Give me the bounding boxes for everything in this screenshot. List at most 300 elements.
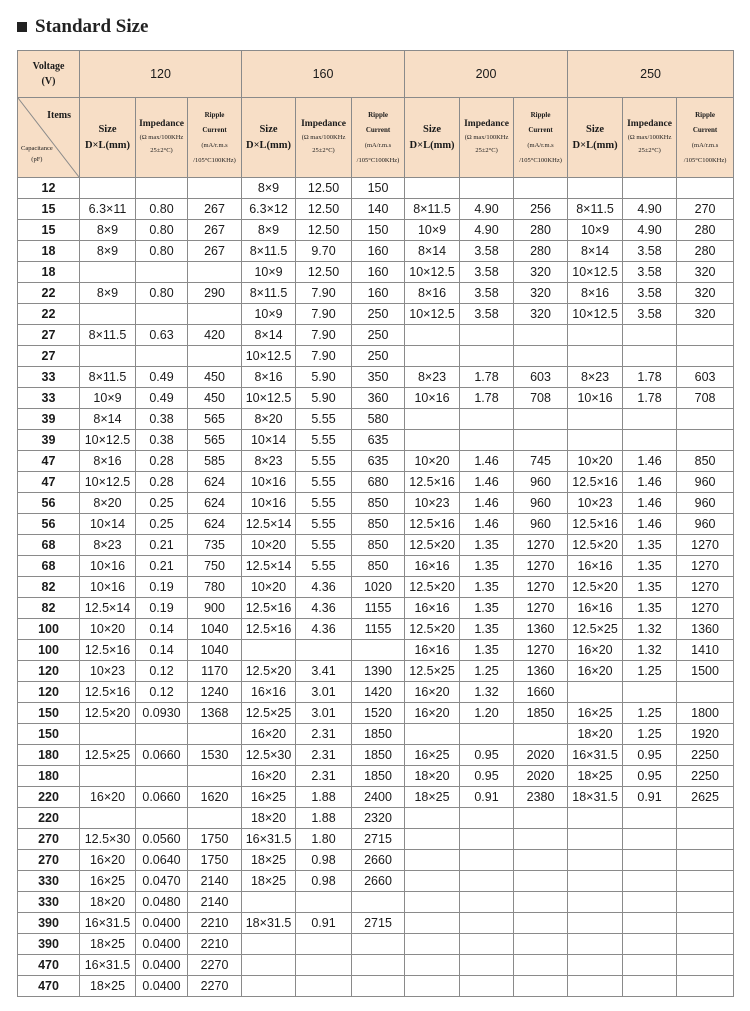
table-cell bbox=[80, 766, 136, 787]
table-cell bbox=[405, 955, 460, 976]
capacitance-cell: 390 bbox=[18, 934, 80, 955]
table-cell: 320 bbox=[514, 304, 568, 325]
table-cell: 12.5×30 bbox=[80, 829, 136, 850]
voltage-unit: (V) bbox=[41, 76, 56, 87]
table-row bbox=[18, 283, 734, 304]
ripple-header-line1: Ripple bbox=[204, 110, 225, 119]
table-cell: 10×20 bbox=[242, 577, 296, 598]
table-cell bbox=[242, 892, 296, 913]
impedance-header-line1: Impedance bbox=[464, 119, 509, 129]
table-cell: 420 bbox=[188, 325, 242, 346]
table-cell: 8×16 bbox=[405, 283, 460, 304]
table-cell bbox=[514, 850, 568, 871]
table-cell: 960 bbox=[514, 493, 568, 514]
table-cell bbox=[623, 346, 677, 367]
table-cell bbox=[514, 409, 568, 430]
table-cell: 1020 bbox=[352, 577, 405, 598]
table-cell: 1270 bbox=[514, 640, 568, 661]
table-cell bbox=[242, 976, 296, 997]
impedance-header bbox=[136, 98, 188, 178]
table-cell: 8×14 bbox=[80, 409, 136, 430]
table-cell bbox=[188, 304, 242, 325]
table-cell: 565 bbox=[188, 409, 242, 430]
table-cell: 12.5×16 bbox=[405, 514, 460, 535]
table-cell: 624 bbox=[188, 472, 242, 493]
capacitance-cell: 150 bbox=[18, 703, 80, 724]
table-cell: 1.35 bbox=[623, 535, 677, 556]
table-cell: 12.5×16 bbox=[80, 682, 136, 703]
table-cell bbox=[242, 640, 296, 661]
table-cell: 2250 bbox=[677, 745, 734, 766]
table-cell: 0.12 bbox=[136, 661, 188, 682]
table-cell bbox=[623, 178, 677, 199]
capacitance-cell: 18 bbox=[18, 262, 80, 283]
table-cell: 16×16 bbox=[405, 598, 460, 619]
table-cell: 0.49 bbox=[136, 367, 188, 388]
table-cell: 267 bbox=[188, 199, 242, 220]
table-cell: 2270 bbox=[188, 955, 242, 976]
table-cell bbox=[352, 934, 405, 955]
table-cell: 0.91 bbox=[296, 913, 352, 934]
table-cell: 3.58 bbox=[460, 304, 514, 325]
table-cell: 850 bbox=[352, 556, 405, 577]
table-cell: 5.55 bbox=[296, 430, 352, 451]
table-cell bbox=[188, 262, 242, 283]
table-cell: 603 bbox=[514, 367, 568, 388]
capacitance-cell: 220 bbox=[18, 808, 80, 829]
impedance-header-line1: Impedance bbox=[301, 119, 346, 129]
table-cell: 12.50 bbox=[296, 220, 352, 241]
voltage-label: Voltage bbox=[32, 61, 65, 72]
table-cell: 280 bbox=[514, 241, 568, 262]
table-cell: 1240 bbox=[188, 682, 242, 703]
table-cell: 0.0660 bbox=[136, 787, 188, 808]
table-cell bbox=[136, 178, 188, 199]
table-row bbox=[18, 241, 734, 262]
table-cell: 8×14 bbox=[242, 325, 296, 346]
table-cell bbox=[405, 976, 460, 997]
capacitance-cell: 27 bbox=[18, 346, 80, 367]
table-row bbox=[18, 955, 734, 976]
table-cell bbox=[352, 892, 405, 913]
table-cell: 1.46 bbox=[623, 451, 677, 472]
table-cell: 2.31 bbox=[296, 724, 352, 745]
table-row bbox=[18, 388, 734, 409]
table-cell: 1.88 bbox=[296, 787, 352, 808]
table-cell: 1.35 bbox=[460, 619, 514, 640]
table-cell bbox=[352, 640, 405, 661]
table-cell: 1270 bbox=[514, 598, 568, 619]
table-cell: 2.31 bbox=[296, 766, 352, 787]
table-cell: 12.5×16 bbox=[568, 514, 623, 535]
table-cell: 7.90 bbox=[296, 304, 352, 325]
table-cell bbox=[568, 682, 623, 703]
table-cell: 6.3×11 bbox=[80, 199, 136, 220]
table-cell: 256 bbox=[514, 199, 568, 220]
table-cell: 2210 bbox=[188, 913, 242, 934]
table-cell: 960 bbox=[677, 514, 734, 535]
table-cell: 708 bbox=[677, 388, 734, 409]
table-cell: 267 bbox=[188, 220, 242, 241]
size-header bbox=[242, 98, 296, 178]
table-cell bbox=[80, 346, 136, 367]
table-cell: 12.5×20 bbox=[405, 619, 460, 640]
table-row bbox=[18, 787, 734, 808]
table-cell: 0.0480 bbox=[136, 892, 188, 913]
table-cell: 16×16 bbox=[405, 640, 460, 661]
table-cell: 3.58 bbox=[460, 241, 514, 262]
table-cell bbox=[514, 955, 568, 976]
capacitance-cell: 39 bbox=[18, 430, 80, 451]
table-cell: 585 bbox=[188, 451, 242, 472]
table-cell: 2020 bbox=[514, 745, 568, 766]
table-cell bbox=[677, 892, 734, 913]
table-cell: 160 bbox=[352, 283, 405, 304]
table-cell: 1.32 bbox=[460, 682, 514, 703]
table-cell: 1270 bbox=[677, 577, 734, 598]
table-cell: 2400 bbox=[352, 787, 405, 808]
table-cell: 7.90 bbox=[296, 325, 352, 346]
table-cell: 18×20 bbox=[242, 808, 296, 829]
table-cell bbox=[568, 955, 623, 976]
table-cell: 0.95 bbox=[623, 745, 677, 766]
table-cell: 2250 bbox=[677, 766, 734, 787]
table-cell: 8×23 bbox=[568, 367, 623, 388]
table-cell: 603 bbox=[677, 367, 734, 388]
capacitance-cell: 12 bbox=[18, 178, 80, 199]
capacitance-cell: 68 bbox=[18, 556, 80, 577]
voltage-200-header: 200 bbox=[405, 51, 568, 98]
table-cell bbox=[568, 892, 623, 913]
table-cell: 9.70 bbox=[296, 241, 352, 262]
table-row bbox=[18, 178, 734, 199]
table-cell: 8×23 bbox=[405, 367, 460, 388]
table-cell: 1360 bbox=[677, 619, 734, 640]
table-cell: 10×9 bbox=[568, 220, 623, 241]
table-cell: 10×23 bbox=[80, 661, 136, 682]
table-cell: 0.80 bbox=[136, 220, 188, 241]
table-row bbox=[18, 409, 734, 430]
table-cell: 3.58 bbox=[460, 262, 514, 283]
table-cell: 160 bbox=[352, 262, 405, 283]
table-cell: 1.46 bbox=[460, 514, 514, 535]
table-cell bbox=[136, 262, 188, 283]
table-cell: 8×23 bbox=[80, 535, 136, 556]
size-header-line2: D×L(mm) bbox=[572, 139, 618, 151]
table-cell: 3.58 bbox=[460, 283, 514, 304]
capacitance-cell: 47 bbox=[18, 451, 80, 472]
table-cell: 5.55 bbox=[296, 451, 352, 472]
table-cell: 12.5×16 bbox=[242, 598, 296, 619]
table-cell: 3.41 bbox=[296, 661, 352, 682]
table-cell: 18×25 bbox=[80, 976, 136, 997]
table-cell: 0.19 bbox=[136, 577, 188, 598]
table-cell: 10×23 bbox=[405, 493, 460, 514]
capacitance-label: Capacitance bbox=[21, 145, 53, 152]
table-cell bbox=[460, 430, 514, 451]
capacitance-cell: 470 bbox=[18, 955, 80, 976]
table-cell bbox=[352, 955, 405, 976]
table-cell bbox=[677, 955, 734, 976]
table-row bbox=[18, 535, 734, 556]
table-cell: 12.5×20 bbox=[405, 535, 460, 556]
table-cell: 0.12 bbox=[136, 682, 188, 703]
table-cell: 960 bbox=[677, 493, 734, 514]
table-cell: 18×31.5 bbox=[242, 913, 296, 934]
table-cell: 12.5×14 bbox=[242, 556, 296, 577]
table-cell: 1.78 bbox=[623, 388, 677, 409]
table-row bbox=[18, 619, 734, 640]
table-cell: 1270 bbox=[514, 577, 568, 598]
ripple-header-line3: (mA/r.m.s bbox=[527, 141, 554, 149]
table-cell bbox=[405, 934, 460, 955]
table-cell: 1270 bbox=[514, 556, 568, 577]
table-cell: 8×16 bbox=[80, 451, 136, 472]
impedance-header bbox=[296, 98, 352, 178]
table-cell: 8×14 bbox=[405, 241, 460, 262]
table-cell bbox=[460, 850, 514, 871]
ripple-header-line1: Ripple bbox=[695, 110, 715, 119]
table-cell: 10×16 bbox=[80, 577, 136, 598]
table-row bbox=[18, 493, 734, 514]
table-cell: 5.55 bbox=[296, 409, 352, 430]
capacitance-unit: (pF) bbox=[31, 156, 43, 163]
table-cell: 1.80 bbox=[296, 829, 352, 850]
ripple-header-line2: Current bbox=[528, 125, 553, 134]
table-cell: 10×16 bbox=[242, 472, 296, 493]
table-cell bbox=[80, 808, 136, 829]
table-cell: 750 bbox=[188, 556, 242, 577]
table-cell: 2660 bbox=[352, 850, 405, 871]
table-cell: 7.90 bbox=[296, 346, 352, 367]
table-cell: 12.5×14 bbox=[242, 514, 296, 535]
table-cell: 12.5×25 bbox=[80, 745, 136, 766]
table-cell: 0.80 bbox=[136, 241, 188, 262]
table-cell: 1.78 bbox=[460, 388, 514, 409]
table-cell: 12.5×20 bbox=[405, 577, 460, 598]
capacitance-cell: 330 bbox=[18, 892, 80, 913]
table-cell: 850 bbox=[352, 514, 405, 535]
table-cell: 12.5×16 bbox=[80, 640, 136, 661]
table-cell bbox=[296, 640, 352, 661]
table-cell bbox=[188, 346, 242, 367]
table-cell bbox=[460, 724, 514, 745]
table-cell bbox=[623, 682, 677, 703]
table-cell: 12.5×20 bbox=[80, 703, 136, 724]
table-cell: 8×9 bbox=[242, 178, 296, 199]
table-cell bbox=[460, 829, 514, 850]
table-cell bbox=[514, 178, 568, 199]
table-cell bbox=[568, 325, 623, 346]
table-cell: 850 bbox=[352, 535, 405, 556]
table-cell: 12.5×20 bbox=[568, 535, 623, 556]
table-cell bbox=[677, 409, 734, 430]
table-row bbox=[18, 745, 734, 766]
table-cell: 1.32 bbox=[623, 619, 677, 640]
size-header bbox=[568, 98, 623, 178]
table-cell: 708 bbox=[514, 388, 568, 409]
table-row bbox=[18, 829, 734, 850]
table-cell: 850 bbox=[352, 493, 405, 514]
table-cell: 0.14 bbox=[136, 619, 188, 640]
table-cell: 450 bbox=[188, 367, 242, 388]
table-cell: 4.36 bbox=[296, 619, 352, 640]
table-cell: 624 bbox=[188, 514, 242, 535]
table-cell: 850 bbox=[677, 451, 734, 472]
impedance-header-line2: (Ω max/100KHz bbox=[139, 134, 184, 141]
table-cell bbox=[405, 178, 460, 199]
table-cell: 12.50 bbox=[296, 178, 352, 199]
table-cell: 1.78 bbox=[623, 367, 677, 388]
table-cell: 16×25 bbox=[242, 787, 296, 808]
size-header-line2: D×L(mm) bbox=[409, 139, 455, 151]
size-header bbox=[405, 98, 460, 178]
table-cell: 0.38 bbox=[136, 430, 188, 451]
table-cell: 10×20 bbox=[568, 451, 623, 472]
table-cell: 0.14 bbox=[136, 640, 188, 661]
table-cell bbox=[623, 934, 677, 955]
table-cell: 1.88 bbox=[296, 808, 352, 829]
table-cell: 1.35 bbox=[460, 598, 514, 619]
table-cell bbox=[405, 850, 460, 871]
table-cell bbox=[514, 913, 568, 934]
table-cell bbox=[136, 304, 188, 325]
table-row bbox=[18, 934, 734, 955]
table-cell: 1.25 bbox=[623, 703, 677, 724]
table-cell: 1.25 bbox=[460, 661, 514, 682]
table-cell bbox=[80, 724, 136, 745]
table-cell: 2380 bbox=[514, 787, 568, 808]
table-cell: 2660 bbox=[352, 871, 405, 892]
impedance-header-line3: 25±2°C) bbox=[312, 147, 335, 154]
table-cell: 16×25 bbox=[80, 871, 136, 892]
ripple-header-line3: (mA/r.m.s bbox=[691, 141, 719, 149]
table-cell: 280 bbox=[514, 220, 568, 241]
table-cell bbox=[623, 808, 677, 829]
table-row bbox=[18, 430, 734, 451]
capacitance-cell: 39 bbox=[18, 409, 80, 430]
table-cell: 1270 bbox=[514, 535, 568, 556]
table-cell: 1500 bbox=[677, 661, 734, 682]
table-cell: 18×31.5 bbox=[568, 787, 623, 808]
table-cell: 8×9 bbox=[242, 220, 296, 241]
table-cell: 12.50 bbox=[296, 199, 352, 220]
table-cell: 18×25 bbox=[242, 850, 296, 871]
table-cell bbox=[405, 892, 460, 913]
table-cell: 3.58 bbox=[623, 262, 677, 283]
capacitance-cell: 56 bbox=[18, 493, 80, 514]
table-row bbox=[18, 661, 734, 682]
table-cell bbox=[514, 976, 568, 997]
capacitance-cell: 22 bbox=[18, 304, 80, 325]
table-cell: 1620 bbox=[188, 787, 242, 808]
size-header bbox=[80, 98, 136, 178]
table-cell: 320 bbox=[514, 283, 568, 304]
table-cell: 10×12.5 bbox=[242, 346, 296, 367]
table-cell: 1420 bbox=[352, 682, 405, 703]
table-cell: 0.91 bbox=[623, 787, 677, 808]
table-cell: 0.0640 bbox=[136, 850, 188, 871]
table-cell: 16×16 bbox=[242, 682, 296, 703]
table-cell: 1368 bbox=[188, 703, 242, 724]
table-cell: 0.95 bbox=[623, 766, 677, 787]
capacitance-cell: 220 bbox=[18, 787, 80, 808]
table-cell: 1170 bbox=[188, 661, 242, 682]
table-cell: 1.35 bbox=[460, 577, 514, 598]
table-cell: 150 bbox=[352, 220, 405, 241]
table-cell: 3.01 bbox=[296, 682, 352, 703]
table-cell: 960 bbox=[677, 472, 734, 493]
table-cell: 10×14 bbox=[242, 430, 296, 451]
table-cell bbox=[188, 724, 242, 745]
table-cell: 635 bbox=[352, 451, 405, 472]
table-cell bbox=[405, 346, 460, 367]
table-cell: 0.91 bbox=[460, 787, 514, 808]
table-cell: 16×20 bbox=[405, 682, 460, 703]
table-cell: 2270 bbox=[188, 976, 242, 997]
ripple-header-line2: Current bbox=[202, 125, 227, 134]
table-cell: 960 bbox=[514, 514, 568, 535]
table-cell: 10×9 bbox=[242, 304, 296, 325]
size-header-line1: Size bbox=[586, 123, 605, 135]
table-cell bbox=[568, 913, 623, 934]
table-cell: 16×31.5 bbox=[242, 829, 296, 850]
table-cell: 12.5×25 bbox=[568, 619, 623, 640]
table-cell: 10×9 bbox=[242, 262, 296, 283]
table-cell bbox=[677, 430, 734, 451]
table-cell: 3.58 bbox=[623, 304, 677, 325]
table-cell bbox=[514, 808, 568, 829]
table-cell bbox=[460, 346, 514, 367]
capacitance-cell: 22 bbox=[18, 283, 80, 304]
table-cell bbox=[460, 976, 514, 997]
table-cell bbox=[460, 808, 514, 829]
capacitance-cell: 120 bbox=[18, 682, 80, 703]
table-cell bbox=[405, 430, 460, 451]
table-cell: 10×9 bbox=[405, 220, 460, 241]
table-row bbox=[18, 766, 734, 787]
table-cell bbox=[296, 976, 352, 997]
table-cell bbox=[677, 325, 734, 346]
table-cell bbox=[677, 850, 734, 871]
table-row bbox=[18, 472, 734, 493]
table-row bbox=[18, 976, 734, 997]
table-cell bbox=[80, 178, 136, 199]
table-cell: 320 bbox=[514, 262, 568, 283]
table-cell bbox=[514, 430, 568, 451]
table-row bbox=[18, 724, 734, 745]
table-cell: 2715 bbox=[352, 913, 405, 934]
table-cell: 1920 bbox=[677, 724, 734, 745]
capacitance-cell: 330 bbox=[18, 871, 80, 892]
table-cell bbox=[405, 409, 460, 430]
impedance-header-line3: 25±2°C) bbox=[475, 147, 498, 154]
table-cell: 1.35 bbox=[460, 640, 514, 661]
table-cell: 4.36 bbox=[296, 577, 352, 598]
table-cell: 0.38 bbox=[136, 409, 188, 430]
table-cell: 1.46 bbox=[623, 472, 677, 493]
table-cell: 12.50 bbox=[296, 262, 352, 283]
table-cell: 6.3×12 bbox=[242, 199, 296, 220]
table-cell bbox=[136, 766, 188, 787]
table-cell bbox=[460, 178, 514, 199]
table-cell: 7.90 bbox=[296, 283, 352, 304]
table-cell: 745 bbox=[514, 451, 568, 472]
table-cell: 250 bbox=[352, 304, 405, 325]
table-cell bbox=[568, 934, 623, 955]
table-cell: 8×11.5 bbox=[80, 325, 136, 346]
table-cell: 1.35 bbox=[623, 556, 677, 577]
